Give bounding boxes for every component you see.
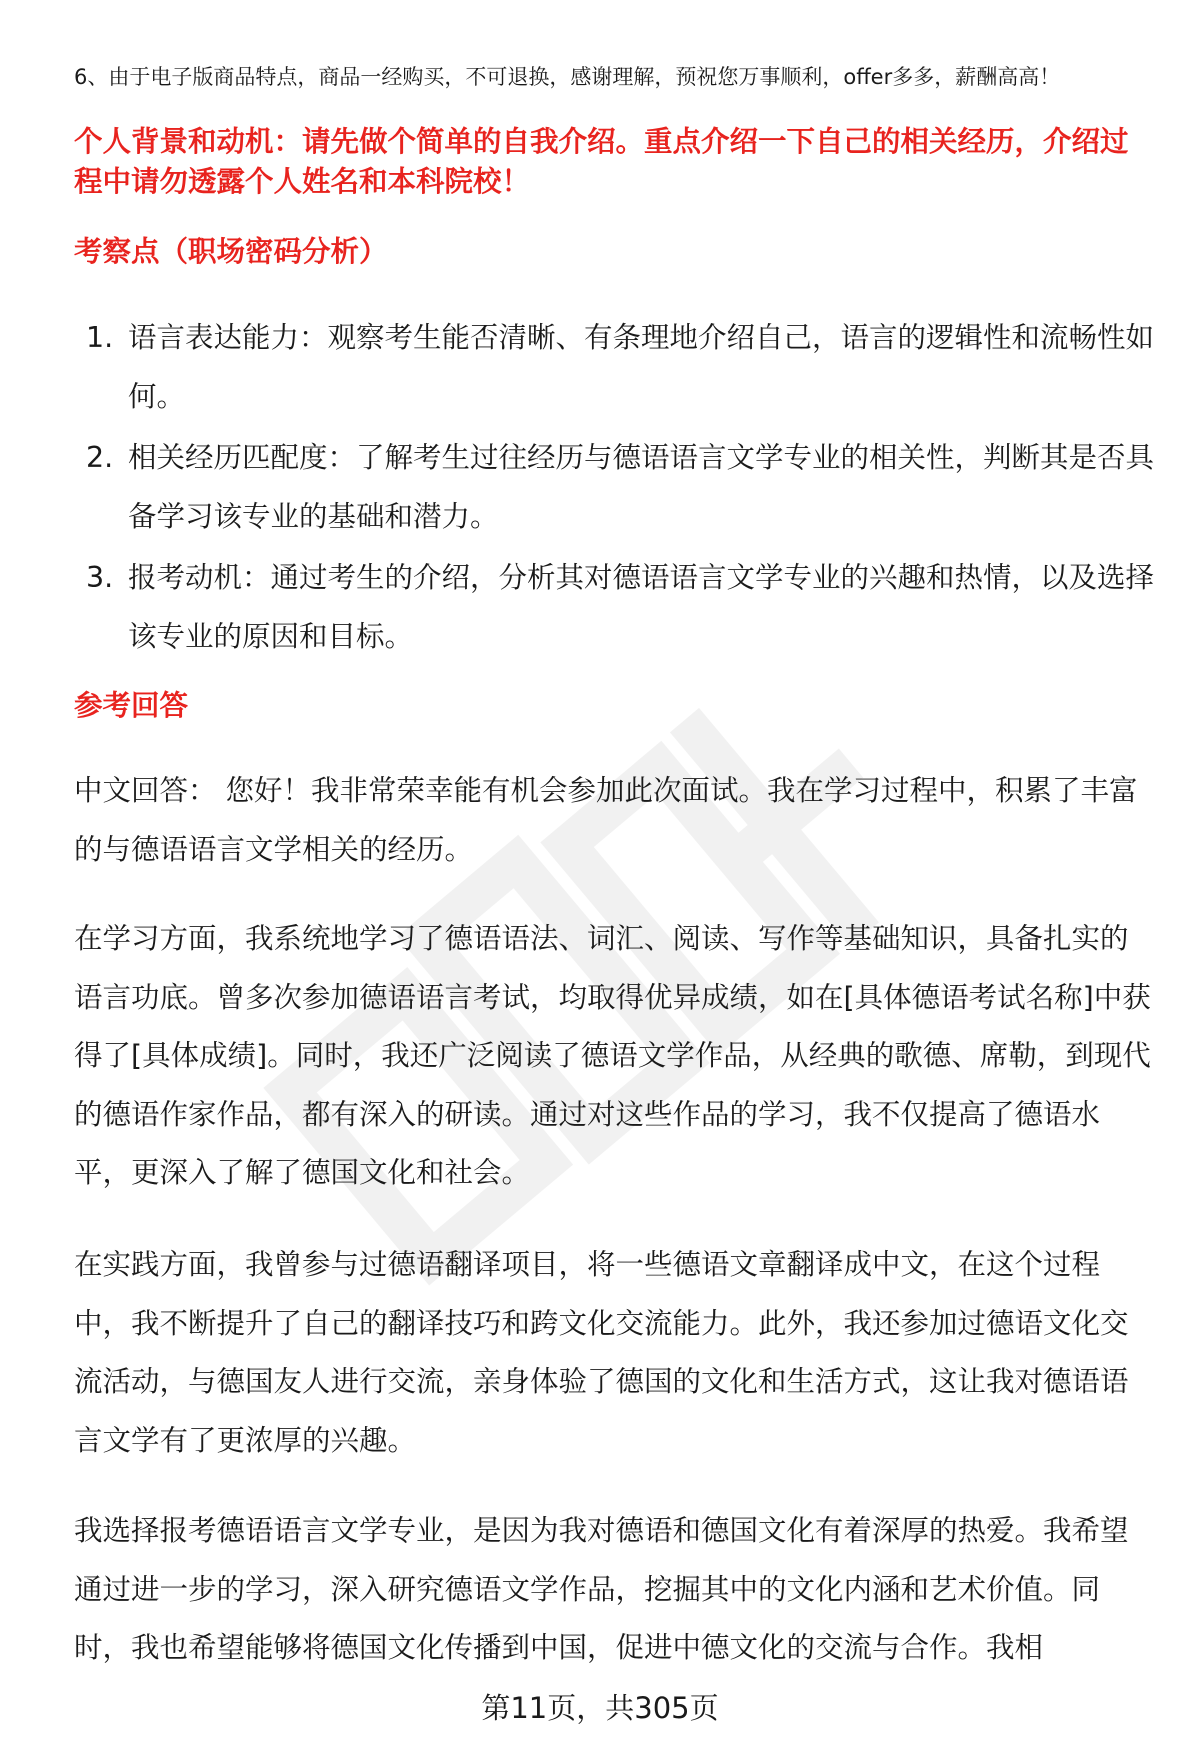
assessment-points-heading: 考察点（职场密码分析） [74, 235, 388, 268]
purchase-notice: 6、由于电子版商品特点，商品一经购买，不可退换，感谢理解，预祝您万事顺利，offer多多，薪酬高高！ [74, 65, 1061, 89]
page-number-footer: 第11页，共305页 [481, 1691, 719, 1725]
point-text: 相关经历匹配度：了解考生过往经历与德语语言文学专业的相关性，判断其是否具备学习该专业的基础和潜力。 [128, 441, 1155, 533]
assessment-point [74, 548, 1154, 666]
answer-paragraph: 在学习方面，我系统地学习了德语语法、词汇、阅读、写作等基础知识，具备扎实的语言功底。曾多次参加德语语言考试，均取得优异成绩，如在[具体德语考试名称]中获得了[具体成绩]。同时，我还广泛阅读了德语文学作品，从经典的歌德、席勒，到现代的德语作家作品，都有深入的研读。通过对这些作品的学习，我不仅提高了德语水平，更深入了解了德国文化和社会。 [74, 922, 1151, 1189]
point-number: 1. [86, 321, 114, 354]
reference-answer-heading: 参考回答 [74, 689, 189, 722]
point-number: 3. [86, 561, 114, 594]
answer-paragraph: 在实践方面，我曾参与过德语翻译项目，将一些德语文章翻译成中文，在这个过程中，我不断提升了自己的翻译技巧和跨文化交流能力。此外，我还参加过德语文化交流活动，与德国友人进行交流，亲身体验了德国的文化和生活方式，这让我对德语语言文学有了更浓厚的兴趣。 [74, 1248, 1129, 1457]
point-text: 报考动机：通过考生的介绍，分析其对德语语言文学专业的兴趣和热情，以及选择该专业的原因和目标。 [128, 561, 1155, 653]
point-text: 语言表达能力：观察考生能否清晰、有条理地介绍自己，语言的逻辑性和流畅性如何。 [128, 321, 1155, 413]
assessment-point [74, 308, 1154, 426]
assessment-points-list [74, 308, 1154, 668]
point-number: 2. [86, 441, 114, 474]
question-heading: 个人背景和动机：请先做个简单的自我介绍。重点介绍一下自己的相关经历，介绍过程中请勿透露个人姓名和本科院校！ [74, 125, 1129, 198]
answer-paragraph: 我选择报考德语语言文学专业，是因为我对德语和德国文化有着深厚的热爱。我希望通过进一步的学习，深入研究德语文学作品，挖掘其中的文化内涵和艺术价值。同时，我也希望能够将德国文化传播到中国，促进中德文化的交流与合作。我相 [74, 1514, 1129, 1664]
answer-paragraph: 中文回答： 您好！我非常荣幸能有机会参加此次面试。我在学习过程中，积累了丰富的与德语语言文学相关的经历。 [74, 774, 1138, 866]
assessment-point [74, 428, 1154, 546]
